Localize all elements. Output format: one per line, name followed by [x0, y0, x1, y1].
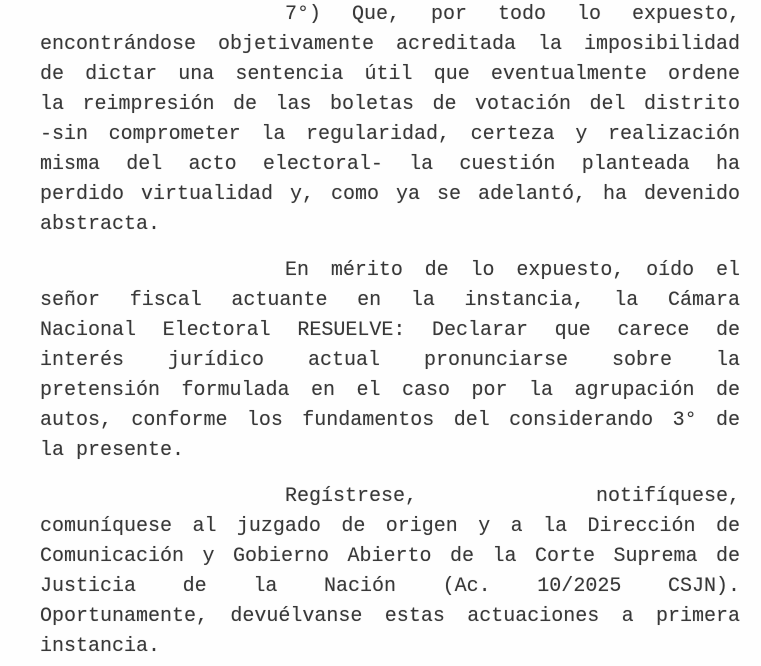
document-line: En mérito de lo expuesto, oído el [285, 259, 740, 282]
document-line: pretensión formulada en el caso por la agrupación de [40, 379, 740, 402]
document-line: Oportunamente, devuélvanse estas actuaciones a primera [40, 605, 740, 628]
document-line: la reimpresión de las boletas de votación del distrito [40, 93, 740, 116]
document-line: 7°) Que, por todo lo expuesto, [285, 3, 740, 26]
document-line: perdido virtualidad y, como ya se adelantó, ha devenido [40, 183, 740, 206]
document-line: -sin comprometer la regularidad, certeza y realización [40, 123, 740, 146]
document-line: de dictar una sentencia útil que eventualmente ordene [40, 63, 740, 86]
document-line: Justicia de la Nación (Ac. 10/2025 CSJN). [40, 575, 740, 598]
document-line: Comunicación y Gobierno Abierto de la Corte Suprema de [40, 545, 740, 568]
document-line: autos, conforme los fundamentos del considerando 3° de [40, 409, 740, 432]
document-line: Nacional Electoral RESUELVE: Declarar que carece de [40, 319, 740, 342]
paragraph-resuelve [40, 256, 740, 466]
paragraph-considerando-7 [40, 0, 740, 240]
document-line: encontrándose objetivamente acreditada la imposibilidad [40, 33, 740, 56]
document-line: señor fiscal actuante en la instancia, la Cámara [40, 289, 740, 312]
document-line: comuníquese al juzgado de origen y a la Dirección de [40, 515, 740, 538]
paragraph-registrese [40, 482, 740, 662]
document-line: interés jurídico actual pronunciarse sobre la [40, 349, 740, 372]
document-line: la presente. [40, 439, 185, 462]
document-line: misma del acto electoral- la cuestión planteada ha [40, 153, 740, 176]
document-line: abstracta. [40, 213, 161, 236]
document-line: instancia. [40, 635, 161, 658]
document-line: Regístrese, notifíquese, [285, 485, 740, 508]
